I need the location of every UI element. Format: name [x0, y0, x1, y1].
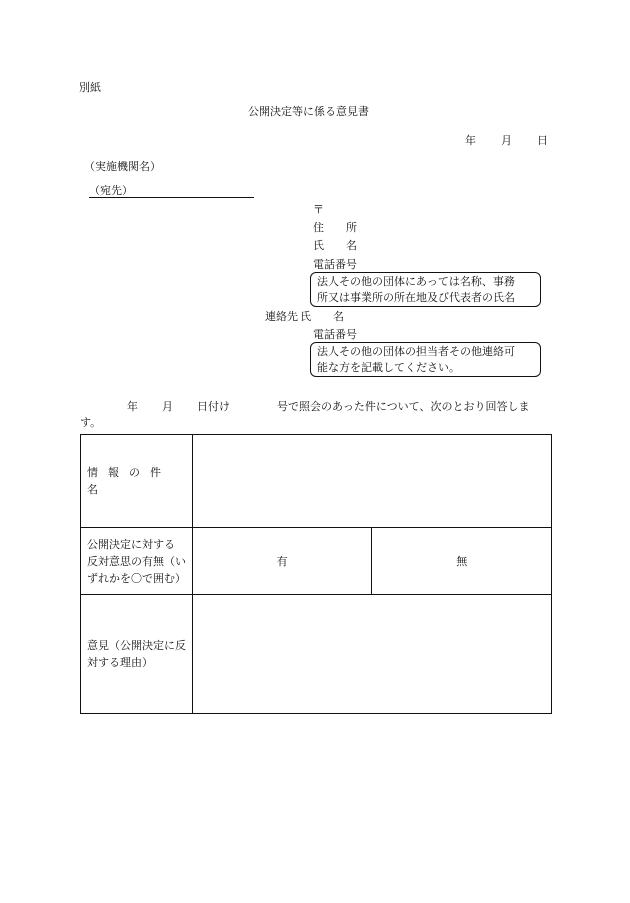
recipient-label: （宛先）: [89, 184, 133, 197]
contact-name-label: 氏 名: [300, 310, 344, 323]
agency-name: （実施機関名）: [84, 160, 161, 173]
contact-note-line2: 能な方を記載してください。: [317, 361, 460, 374]
info-title-label-cell: [81, 435, 193, 528]
opinion-label-line1: 意見（公開決定に反: [87, 639, 186, 652]
info-title-label: 情報の件名: [87, 466, 171, 496]
objection-label-line2: 反対意思の有無（い: [87, 554, 186, 568]
table-row: [81, 435, 552, 528]
opinion-label-cell: [81, 595, 193, 714]
body-ref-text: 号で照会のあった件について、次のとおり回答しま: [277, 400, 530, 413]
option-yes: 有: [276, 555, 288, 568]
date-day: 日: [537, 134, 548, 147]
body-day-dated: 日付け: [197, 400, 230, 413]
date-year: 年: [465, 134, 476, 147]
body-month: 月: [162, 400, 173, 413]
name-label: 氏 名: [313, 239, 357, 252]
contact-label: 連絡先: [265, 310, 298, 323]
page-title: 公開決定等に係る意見書: [248, 105, 369, 118]
contact-phone-label: 電話番号: [313, 328, 357, 341]
contact-note-line1: 法人その他の団体の担当者その他連絡可: [317, 345, 515, 358]
option-yes-cell[interactable]: [192, 528, 372, 595]
option-no: 無: [456, 555, 468, 568]
address-label: 住 所: [313, 221, 357, 234]
info-title-value-cell[interactable]: [192, 435, 551, 528]
opinion-form-table: [80, 434, 552, 714]
attachment-label: 別紙: [79, 81, 101, 94]
corp-note-line2: 所又は事業所の所在地及び代表者の氏名: [317, 291, 515, 304]
opinion-value-cell[interactable]: [192, 595, 551, 714]
objection-label-line1: 公開決定に対する: [87, 537, 175, 551]
objection-label-cell: [81, 528, 193, 595]
objection-label-line3: ずれかを〇で囲む）: [87, 571, 186, 585]
option-no-cell[interactable]: [372, 528, 552, 595]
table-row: [81, 528, 552, 595]
opinion-label-line2: 対する理由）: [87, 656, 153, 669]
phone-label: 電話番号: [313, 258, 357, 271]
date-month: 月: [501, 134, 512, 147]
table-row: [81, 595, 552, 714]
corp-note-line1: 法人その他の団体にあっては名称、事務: [317, 275, 515, 288]
body-ref-text-end: す。: [80, 416, 102, 429]
body-year: 年: [127, 400, 138, 413]
postal-mark: 〒: [313, 203, 324, 216]
recipient-line: [89, 185, 254, 198]
